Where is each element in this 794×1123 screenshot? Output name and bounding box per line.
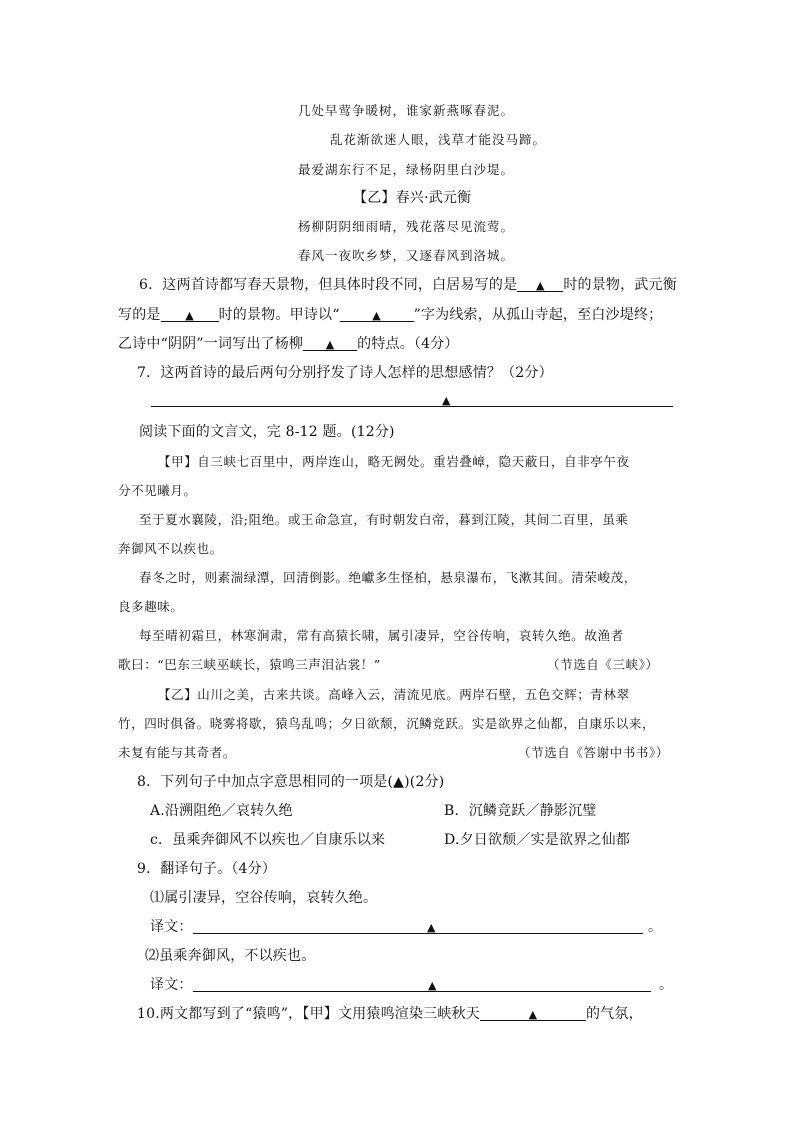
answer-blank[interactable] [161, 306, 219, 322]
blank-triangle-mark: ▲ [442, 394, 451, 407]
wenyan-jia-line: 【甲】自三峡七百里中，两岸连山，略无阙处。重岩叠嶂，隐天蔽日，自非亭午夜 [158, 454, 630, 469]
poem-jia-line: 几处早莺争暖树，谁家新燕啄春泥。 [298, 103, 515, 118]
wenyan-jia-source: （节选自《三峡》） [547, 657, 659, 672]
question-9: 9．翻译句子。（4分） [137, 861, 277, 877]
wenyan-jia-line: 分不见曦月。 [118, 483, 197, 498]
blank-triangle-mark: ▲ [427, 921, 436, 934]
blank-triangle-mark: ▲ [325, 338, 335, 351]
translation-label: 译文： [150, 977, 193, 993]
wenyan-jia-line: 良多趣味。 [118, 599, 184, 614]
translation-answer-line[interactable] [193, 991, 651, 992]
wenyan-yi-line: 竹，四时俱备。晓雾将歇，猿鸟乱鸣；夕日欲颓，沉鳞竞跃。实是欲界之仙都，自康乐以来， [118, 716, 656, 731]
period: 。 [648, 919, 663, 935]
blank-triangle-mark: ▲ [372, 309, 381, 322]
poem-yi-line: 杨柳阴阴细雨晴，残花落尽见流莺。 [298, 219, 515, 234]
sentence-1: ⑴属引凄异，空谷传响，哀转久绝。 [150, 890, 378, 906]
answer-blank[interactable] [480, 1005, 586, 1021]
question-8: 8．下列句子中加点字意思相同的一项是(▲)(2分) [137, 774, 445, 790]
wenyan-yi-line: 【乙】山川之美，古来共谈。高峰入云，清流见底。两岸石壁，五色交辉；青林翠 [158, 687, 630, 702]
answer-blank[interactable] [340, 306, 414, 322]
question-6-line2: 写的是 ▲ 时的景物。甲诗以“ ▲ ”字为线索，从孤山寺起，至白沙堤终； [118, 307, 663, 323]
poem-jia-line: 最爱湖东行不足，绿杨阴里白沙堤。 [298, 162, 515, 177]
option-a[interactable]: A.沿溯阻绝／哀转久绝 [150, 803, 293, 819]
question-6-line1: 6．这两首诗都写春天景物，但具体时段不同，白居易写的是 ▲ 时的景物，武元衡 [139, 277, 677, 293]
answer-blank[interactable] [303, 335, 357, 351]
wenyan-jia-line: 至于夏水襄陵，沿;阻绝。或王命急宣，有时朝发白帝，暮到江陵，其间二百里，虽乘 [139, 512, 629, 527]
question-7: 7．这两首诗的最后两句分别抒发了诗人怎样的思想感情？（2分） [137, 365, 553, 381]
answer-line[interactable] [151, 406, 673, 407]
answer-blank[interactable] [517, 276, 563, 292]
blank-triangle-mark: ▲ [528, 1008, 538, 1021]
blank-triangle-mark: ▲ [535, 279, 545, 292]
blank-triangle-mark: ▲ [185, 309, 194, 322]
sentence-2: ⑵虽乘奔御风，不以疾也。 [145, 948, 316, 964]
option-c[interactable]: c．虽乘奔御风不以疾也／自康乐以来 [150, 832, 386, 848]
wenyan-jia-line: 每至晴初霜旦，林寒涧肃，常有高猿长啸，属引凄异，空谷传响，哀转久绝。故渔者 [139, 628, 624, 643]
period: 。 [659, 977, 674, 993]
translation-answer-line[interactable] [193, 933, 643, 934]
reading-intro: 阅读下面的文言文，完 8-12 题。(12分) [139, 424, 395, 440]
wenyan-yi-source: （节选自《答谢中书书》） [518, 745, 669, 760]
translation-label: 译文： [150, 919, 193, 935]
blank-triangle-mark: ▲ [428, 979, 437, 992]
wenyan-jia-line: 春冬之时，则素湍绿潭，回清倒影。绝巘多生怪柏，悬泉瀑布，飞漱其间。清荣峻茂， [139, 570, 637, 585]
poem-jia-line: 乱花渐欲迷人眼，浅草才能没马蹄。 [330, 132, 547, 147]
wenyan-jia-line: 奔御风不以疾也。 [118, 541, 223, 556]
question-10: 10.两文都写到了“猿鸣”，【甲】文用猿鸣渲染三峡秋天 ▲ 的气氛， [137, 1006, 643, 1022]
poem-yi-line: 春风一夜吹乡梦，又逐春风到洛城。 [298, 248, 515, 263]
wenyan-jia-line: 歌曰：“巴东三峡巫峡长，猿鸣三声泪沾裳！” [118, 657, 381, 672]
question-6-line3: 乙诗中“阴阴”一词写出了杨柳 ▲ 的特点。（4分） [118, 336, 459, 352]
poem-yi-title: 【乙】春兴·武元衡 [353, 190, 472, 206]
option-b[interactable]: B．沉鳞竞跃／静影沉璧 [444, 803, 597, 819]
option-d[interactable]: D.夕日欲颓／实是欲界之仙都 [444, 832, 630, 848]
wenyan-yi-line: 未复有能与其奇者。 [118, 745, 236, 760]
